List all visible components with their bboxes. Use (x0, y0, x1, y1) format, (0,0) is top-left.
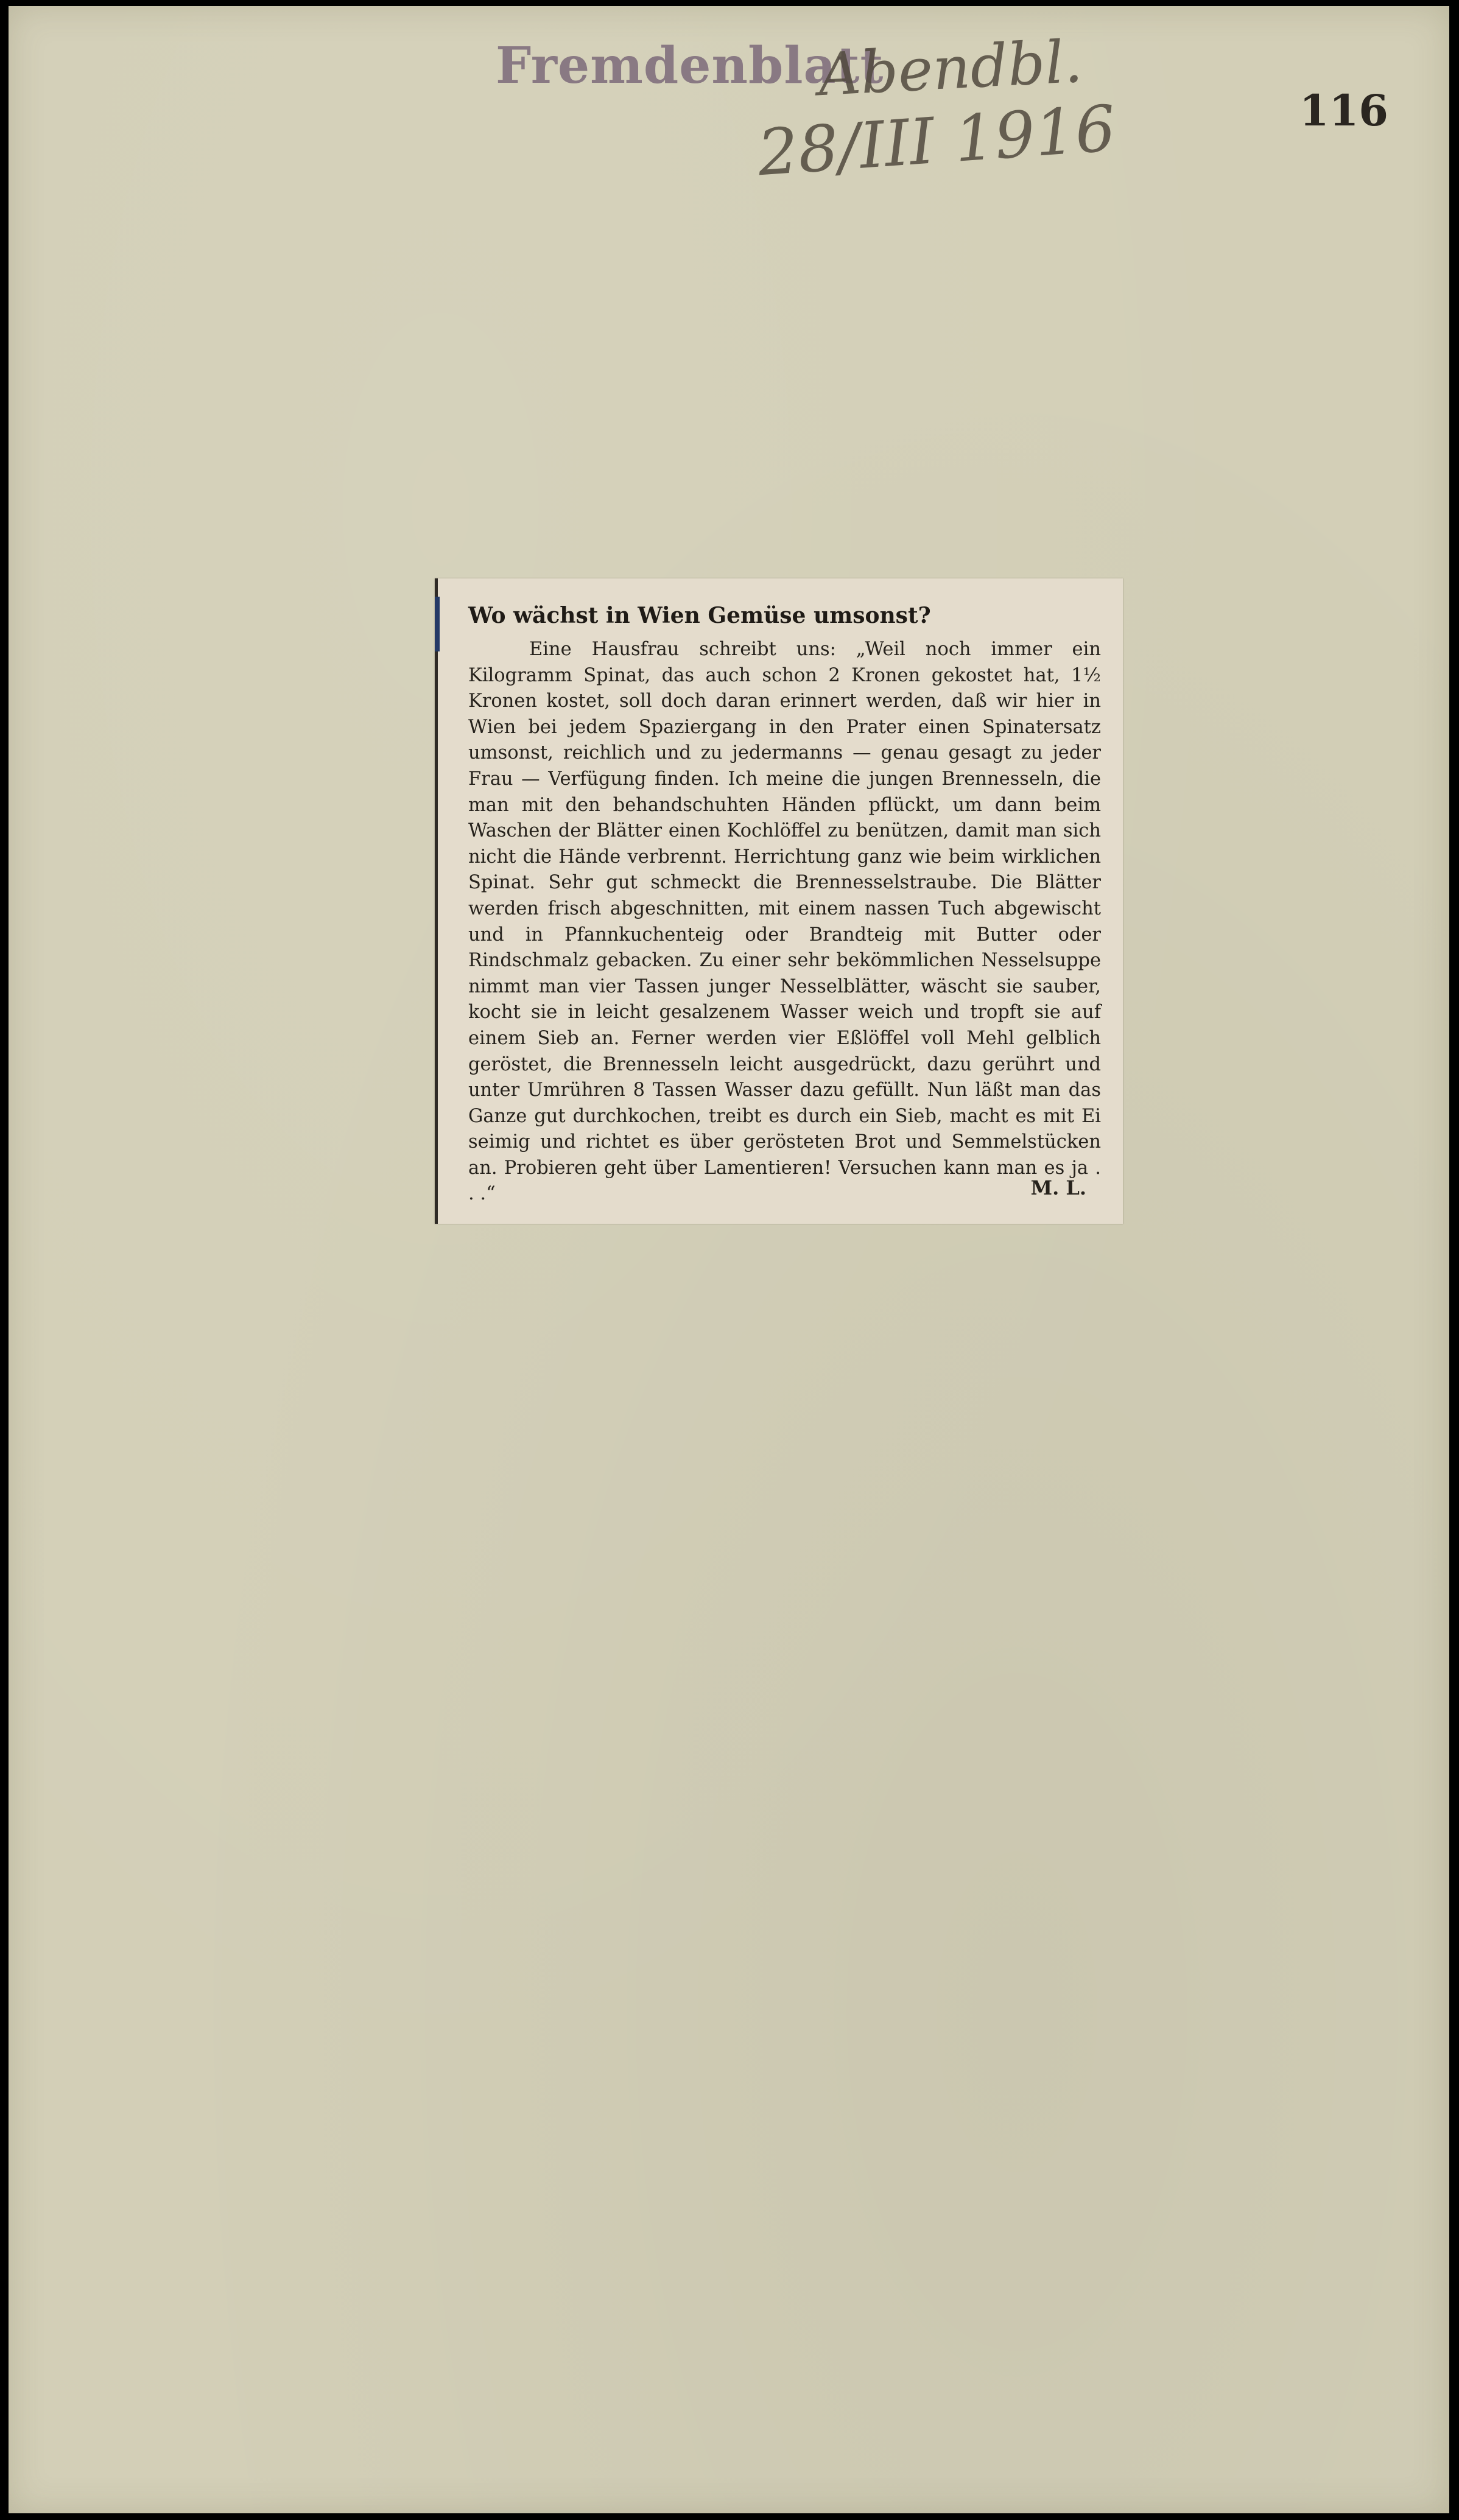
page-number: 116 (1299, 85, 1388, 136)
newspaper-clipping (435, 578, 1123, 1224)
document-page (9, 6, 1449, 2513)
handwritten-source-note: Abendbl. (817, 27, 1085, 110)
clipping-body: Eine Hausfrau schreibt uns: „Weil noch immer ein Kilogramm Spinat, das auch schon 2 Kronen gekostet hat, 1½ Kronen kostet, soll doch daran erinnert werden, daß wir hier in Wien bei jedem Spaziergang in den Prater einen Spinatersatz umsonst, reichlich und zu jedermanns — genau gesagt zu jeder Frau — Verfügung finden. Ich meine die jungen Brennesseln, die man mit den behandschuhten Händen pflückt, um dann beim Waschen der Blätter einen Kochlöffel zu benützen, damit man sich nicht die Hände verbrennt. Herrichtung ganz wie beim wirklichen Spinat. Sehr gut schmeckt die Brennesselstraube. Die Blätter werden frisch abgeschnitten, mit einem nassen Tuch abgewischt und in Pfannkuchenteig oder Brandteig mit Butter oder Rindschmalz gebacken. Zu einer sehr bekömmlichen Nesselsuppe nimmt man vier Tassen junger Nesselblätter, wäscht sie sauber, kocht sie in leicht gesalzenem Wasser weich und tropft sie auf einem Sieb an. Ferner werden vier Eßlöffel voll Mehl gelblich geröstet, die Brennesseln leicht ausgedrückt, dazu gerührt und unter Umrühren 8 Tassen Wasser dazu gefüllt. Nun läßt man das Ganze gut durchkochen, treibt es durch ein Sieb, macht es mit Ei seimig und richtet es über gerösteten Brot und Semmelstücken an. Probieren geht über Lamentieren! Versuchen kann man es ja . . .“ (468, 639, 1101, 1205)
clipping-title: Wo wächst in Wien Gemüse umsonst? (468, 603, 931, 628)
handwritten-date: 28/III 1916 (755, 91, 1118, 191)
clipping-signature: M. L. (1030, 1176, 1086, 1199)
newspaper-stamp: Fremdenblatt (496, 37, 884, 95)
